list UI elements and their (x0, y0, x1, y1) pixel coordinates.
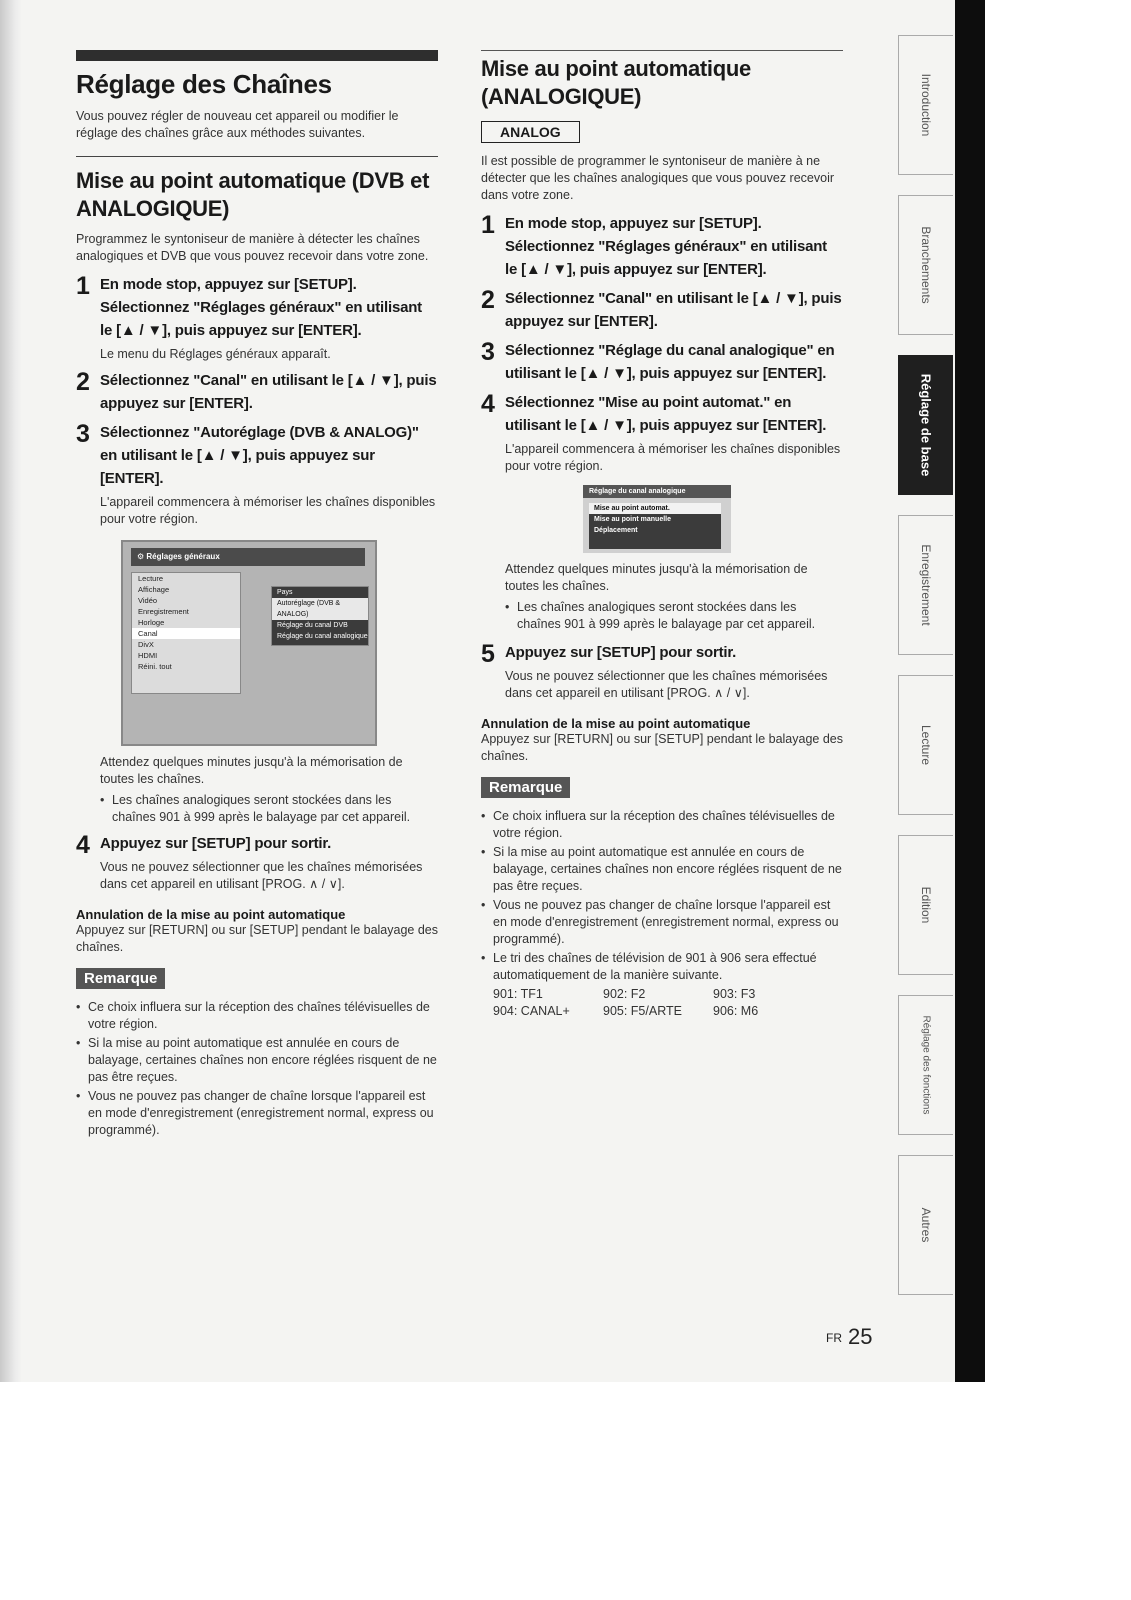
screen-submenu-item-selected: Autoréglage (DVB & ANALOG) (272, 598, 368, 620)
tab-edition[interactable]: Edition (898, 835, 953, 975)
screen-menu-item: Déplacement (594, 527, 638, 534)
screen-menu-item: Affichage (138, 585, 170, 594)
tab-lecture[interactable]: Lecture (898, 675, 953, 815)
screen-menu-item: Enregistrement (138, 607, 189, 616)
bullet-item: • Les chaînes analogiques seront stockées dans les chaînes 901 à 999 après le balayage par cet appareil. (505, 599, 843, 633)
page-intro: Vous pouvez régler de nouveau cet appareil ou modifier le réglage des chaînes grâce aux méthodes suivantes. (76, 109, 399, 140)
step (481, 391, 843, 635)
tab-branchements[interactable]: Branchements (898, 195, 953, 335)
section-intro-analog: Il est possible de programmer le syntoniseur de manière à ne détecter que les chaînes analogiques que vous pouvez recevoir dans votre zone. (481, 154, 835, 202)
remark-label: Remarque (481, 777, 570, 798)
channel-cell: 904: CANAL+ (493, 1004, 570, 1018)
page-edge-band (955, 0, 985, 1382)
tab-enregistrement[interactable]: Enregistrement (898, 515, 953, 655)
channel-cell: 902: F2 (603, 987, 646, 1001)
wait-text: Attendez quelques minutes jusqu'à la mémorisation de toutes les chaînes. (505, 562, 808, 593)
channel-cell: 905: F5/ARTE (603, 1004, 682, 1018)
step-instruction: Sélectionnez "Canal" en utilisant le [▲ / ▼], puis appuyez sur [ENTER]. (505, 290, 842, 330)
section-title-dvb: Mise au point automatique (DVB et ANALOGIQUE) (76, 168, 430, 221)
divider (76, 156, 438, 157)
screen-menu (131, 572, 241, 694)
remark-list (76, 999, 438, 1139)
screen-menu-item: Lecture (138, 574, 164, 583)
step-number: 3 (76, 420, 90, 448)
tab-introduction[interactable]: Introduction (898, 35, 953, 175)
step (76, 421, 438, 528)
wait-text: Attendez quelques minutes jusqu'à la mémorisation de toutes les chaînes. (100, 755, 403, 786)
step-number: 2 (76, 368, 90, 396)
channel-cell: 901: TF1 (493, 987, 543, 1001)
binding-shadow (0, 0, 22, 1382)
step (76, 832, 438, 893)
step (481, 212, 843, 281)
step-instruction: Appuyez sur [SETUP] pour sortir. (505, 644, 737, 661)
left-column (76, 40, 438, 1141)
channel-row (493, 1003, 843, 1020)
step-note: Vous ne pouvez sélectionner que les chaînes mémorisées dans cet appareil en utilisant [PROG. ∧ / ∨]. (100, 860, 423, 891)
step (76, 273, 438, 363)
page-title: Réglage des Chaînes (76, 69, 332, 99)
wait-bullets (100, 792, 438, 826)
tab-reglage-des-fonctions[interactable]: Réglage des fonctions (898, 995, 953, 1135)
section-intro-dvb: Programmez le syntoniseur de manière à détecter les chaînes analogiques et DVB que vous pouvez recevoir dans votre zone. (76, 232, 429, 263)
section-title-analog: Mise au point automatique (ANALOGIQUE) (481, 56, 751, 109)
remark-label: Remarque (76, 968, 165, 989)
step-note: Vous ne pouvez sélectionner que les chaînes mémorisées dans cet appareil en utilisant [PROG. ∧ / ∨]. (505, 669, 828, 700)
step-instruction: Sélectionnez "Mise au point automat." en utilisant le [▲ / ▼], puis appuyez sur [ENTER]. (505, 394, 827, 434)
step (481, 287, 843, 333)
section-rule (481, 50, 843, 51)
tab-autres[interactable]: Autres (898, 1155, 953, 1295)
bullet-item: • Les chaînes analogiques seront stockées dans les chaînes 901 à 999 après le balayage par cet appareil. (100, 792, 438, 826)
cancel-text: Appuyez sur [RETURN] ou sur [SETUP] pendant le balayage des chaînes. (481, 732, 843, 763)
step-note: Le menu du Réglages généraux apparaît. (100, 347, 331, 361)
analog-screen-illustration (583, 485, 731, 553)
remark-item: • Si la mise au point automatique est annulée en cours de balayage, certaines chaînes non encore réglées risquent de ne pas être reçues. (481, 844, 843, 895)
step (481, 641, 843, 702)
step-note: L'appareil commencera à mémoriser les chaînes disponibles pour votre région. (100, 495, 436, 526)
cancel-text: Appuyez sur [RETURN] ou sur [SETUP] pendant le balayage des chaînes. (76, 923, 438, 954)
screen-submenu-item: Réglage du canal DVB (277, 622, 348, 629)
step-instruction: En mode stop, appuyez sur [SETUP]. Sélectionnez "Réglages généraux" en utilisant le [▲ / ▼], puis appuyez sur [ENTER]. (100, 276, 422, 339)
language-code: FR (826, 1331, 842, 1346)
step-number: 5 (481, 640, 495, 668)
step-instruction: En mode stop, appuyez sur [SETUP]. Sélectionnez "Réglages généraux" en utilisant le [▲ / ▼], puis appuyez sur [ENTER]. (505, 215, 827, 278)
screen-menu-item: DivX (138, 640, 154, 649)
tab-reglage-de-base[interactable]: Réglage de base (898, 355, 953, 495)
cancel-title: Annulation de la mise au point automatique (481, 716, 751, 731)
step-instruction: Sélectionnez "Canal" en utilisant le [▲ / ▼], puis appuyez sur [ENTER]. (100, 372, 437, 412)
step-instruction: Appuyez sur [SETUP] pour sortir. (100, 835, 332, 852)
screen-menu-item: Mise au point manuelle (594, 516, 672, 523)
screen-submenu-item: Réglage du canal analogique (277, 633, 368, 640)
remark-list (481, 808, 843, 984)
remark-item: • Ce choix influera sur la réception des chaînes télévisuelles de votre région. (481, 808, 843, 842)
screen-menu-item-selected: Mise au point automat. (589, 503, 721, 514)
screen-title: Réglage du canal analogique (583, 485, 731, 498)
wait-bullets (505, 599, 843, 633)
step-note: L'appareil commencera à mémoriser les chaînes disponibles pour votre région. (505, 442, 841, 473)
screen-menu-item: HDMI (138, 651, 158, 660)
channel-cell: 903: F3 (713, 987, 756, 1001)
screen-menu-item: Horloge (138, 618, 165, 627)
screen-title: ⚙ Réglages généraux (131, 548, 365, 566)
settings-screen-illustration (121, 540, 377, 746)
channel-cell: 906: M6 (713, 1004, 759, 1018)
analog-tag: ANALOG (481, 121, 580, 143)
remark-item: • Vous ne pouvez pas changer de chaîne lorsque l'appareil est en mode d'enregistrement (enregistrement normal, express ou programmé). (481, 897, 843, 948)
screen-submenu-item: Pays (277, 589, 293, 596)
step-number: 3 (481, 338, 495, 366)
cancel-title: Annulation de la mise au point automatique (76, 907, 346, 922)
step-instruction: Sélectionnez "Réglage du canal analogique" en utilisant le [▲ / ▼], puis appuyez sur [ENTER]. (505, 342, 835, 382)
step-number: 1 (76, 272, 90, 300)
section-bar (76, 50, 438, 61)
right-column (481, 40, 843, 1020)
screen-submenu (271, 586, 369, 646)
step-number: 1 (481, 211, 495, 239)
step (76, 369, 438, 415)
settings-icon: ⚙ (137, 552, 147, 561)
remark-item: • Vous ne pouvez pas changer de chaîne lorsque l'appareil est en mode d'enregistrement (enregistrement normal, express ou programmé). (76, 1088, 438, 1139)
channel-row (493, 986, 843, 1003)
screen-menu-item: Réini. tout (138, 662, 172, 671)
step-number: 4 (481, 390, 495, 418)
step (481, 339, 843, 385)
remark-item: • Si la mise au point automatique est annulée en cours de balayage, certaines chaînes non encore réglées risquent de ne pas être reçues. (76, 1035, 438, 1086)
screen-menu-item-selected: Canal (132, 628, 240, 639)
remark-item: • Le tri des chaînes de télévision de 901 à 906 sera effectué automatiquement de la manière suivante. (481, 950, 843, 984)
step-number: 4 (76, 831, 90, 859)
step-instruction: Sélectionnez "Autoréglage (DVB & ANALOG)" en utilisant le [▲ / ▼], puis appuyez sur [ENTER]. (100, 424, 419, 487)
screen-menu (589, 503, 721, 549)
page-number (826, 1324, 872, 1350)
screen-menu-item: Vidéo (138, 596, 158, 605)
page-number-value: 25 (848, 1324, 873, 1349)
step-number: 2 (481, 286, 495, 314)
remark-item: • Ce choix influera sur la réception des chaînes télévisuelles de votre région. (76, 999, 438, 1033)
channel-table (493, 986, 843, 1020)
